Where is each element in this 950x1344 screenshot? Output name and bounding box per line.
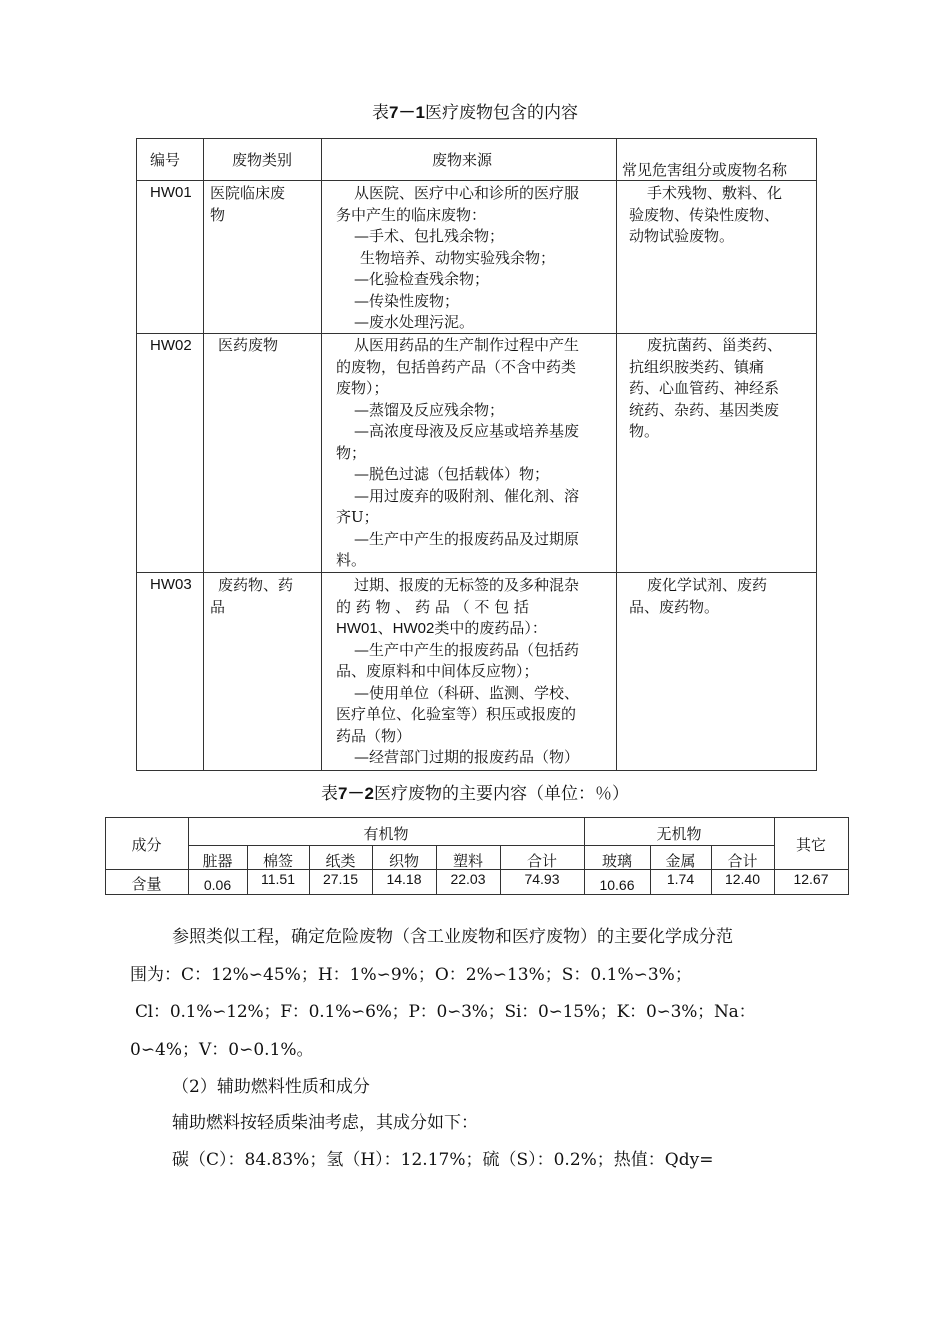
text-line: —蒸馏及反应残余物；	[354, 400, 505, 419]
text-line: 手术残物、敷料、化	[647, 184, 783, 202]
paragraph-line: 围为：C：12%∽45%；H：1%∽9%；O：2%∽13%；S：0.1%∽3%；	[130, 965, 692, 985]
table1-col-rule	[203, 138, 204, 771]
text-line: —使用单位（科研、监测、学校、	[354, 683, 580, 702]
table2-group-inorganic: 无机物	[656, 825, 702, 843]
table2-value: 27.15	[322, 871, 359, 887]
table2-value: 12.67	[793, 871, 829, 887]
table1-col-rule	[321, 138, 322, 771]
table1-caption-prefix: 表	[372, 103, 390, 123]
text-line: 物；	[336, 443, 367, 462]
table2-border-bottom	[105, 894, 848, 895]
table1-row1-components	[629, 183, 813, 248]
table2-value: 12.40	[724, 871, 761, 887]
paragraph-line: 辅助燃料按轻质柴油考虑，其成分如下：	[172, 1113, 478, 1133]
text-line: —化验检查残余物；	[354, 270, 490, 288]
table2-caption	[0, 779, 950, 804]
table2-value: 22.03	[450, 871, 486, 887]
text-line: 医药废物	[218, 336, 279, 354]
table2-caption-prefix: 表	[321, 784, 339, 804]
text-line: —手术、包扎残余物；	[354, 227, 505, 245]
table1-row1-category	[210, 183, 285, 226]
table1-border-top	[136, 138, 817, 139]
table1-header-source: 废物来源	[432, 151, 493, 169]
table2-value: 1.74	[666, 871, 695, 887]
table1-border-left	[136, 138, 137, 771]
table1-border-bottom	[136, 770, 817, 771]
text-line: 品、废药物。	[629, 597, 720, 616]
table1-border-right	[816, 138, 817, 771]
text-line: HW01、HW02类中的废药品）：	[336, 620, 547, 637]
text-line: 废抗菌药、甾类药、	[647, 336, 783, 354]
table2-border-right	[848, 817, 849, 895]
table1-row3-components	[629, 575, 813, 618]
text-line: —生产中产生的报废药品及过期原	[354, 529, 580, 548]
table1-row3-code: HW03	[150, 576, 192, 593]
table1-row1-source	[336, 183, 612, 334]
text-line: 从医院、医疗中心和诊所的医疗服	[354, 184, 580, 202]
table1-header-category: 废物类别	[232, 151, 293, 169]
section-heading: （2）辅助燃料性质和成分	[172, 1077, 370, 1097]
table2-sub-header: 棉签	[262, 852, 293, 870]
table2-sub-header: 塑料	[452, 852, 483, 870]
table1-caption	[0, 98, 950, 123]
table2-sub-header: 金属	[665, 852, 696, 870]
table2-value: 10.66	[599, 877, 635, 893]
paragraph-line: 碳（C）：84.83%；氢（H）：12.17%；硫（S）：0.2%；热值：Qdy=	[172, 1150, 714, 1170]
table2-value: 74.93	[524, 871, 560, 887]
text-line: 品、废原料和中间体反应物）；	[336, 662, 539, 680]
table1-caption-number: 7－1	[389, 103, 425, 122]
paragraph-line: 0∽4%；V：0∽0.1%。	[130, 1040, 314, 1060]
table2-other-header: 其它	[795, 836, 826, 854]
text-line: —脱色过滤（包括载体）物；	[354, 465, 550, 483]
text-line: —经营部门过期的报废药品（物）	[354, 748, 580, 766]
table2-sub-header: 织物	[388, 852, 419, 870]
table1-row2-components	[629, 335, 813, 443]
table1-row-rule	[136, 572, 817, 573]
table1-row3-source	[336, 575, 612, 769]
text-line: 医院临床废	[210, 184, 286, 202]
text-line: 从医用药品的生产制作过程中产生	[354, 336, 580, 354]
table1-row3-category	[210, 575, 293, 618]
text-line: 品	[210, 597, 226, 616]
text-line: 务中产生的临床废物：	[336, 205, 487, 224]
table2-border-top	[105, 817, 848, 818]
table1-row2-code: HW02	[150, 337, 192, 354]
paragraph-line: 参照类似工程，确定危险废物（含工业废物和医疗废物）的主要化学成分范	[172, 927, 733, 947]
text-line: 生物培养、动物实验残余物；	[360, 248, 556, 267]
text-line: 的 药 物 、 药 品 （ 不 包 括	[336, 597, 529, 616]
table2-sub-header: 纸类	[325, 852, 356, 870]
table1-row2-source	[336, 335, 612, 572]
table2-caption-number: 7－2	[338, 784, 374, 803]
text-line: —生产中产生的报废药品（包括药	[354, 640, 580, 659]
text-line: 抗组织胺类药、镇痛	[629, 357, 765, 376]
table2-content-label: 含量	[131, 875, 162, 893]
table1-header-code: 编号	[150, 151, 181, 169]
text-line: 过期、报废的无标签的及多种混杂	[354, 576, 580, 594]
text-line: 废化学试剂、废药	[647, 576, 768, 594]
table1-row1-code: HW01	[150, 184, 192, 201]
table1-header-components: 常见危害组分或废物名称	[622, 161, 788, 179]
table2-value: 14.18	[386, 871, 422, 887]
text-line: —用过废弃的吸附剂、催化剂、溶	[354, 486, 580, 505]
text-line: 的废物，包括兽药产品（不含中药类	[336, 357, 577, 376]
paragraph-line: Cl：0.1%∽12%；F：0.1%∽6%；P：0∽3%；Si：0∽15%；K：0∽3%；Na：	[135, 1002, 756, 1022]
table2-value: 0.06	[203, 877, 232, 893]
table2-group-organic: 有机物	[363, 825, 409, 843]
table2-caption-text: 医疗废物的主要内容（单位：％）	[373, 784, 629, 804]
text-line: 动物试验废物。	[629, 227, 735, 245]
table1-row2-category	[218, 335, 278, 357]
table1-col-rule	[616, 138, 617, 771]
table2-group-rule	[188, 845, 774, 846]
table2-sub-header: 合计	[526, 852, 557, 870]
text-line: 料。	[336, 551, 367, 569]
table1-caption-text: 医疗废物包含的内容	[424, 103, 578, 123]
text-line: —传染性废物；	[354, 291, 460, 310]
text-line: 验废物、传染性废物、	[629, 205, 780, 224]
table2-row-header: 成分	[131, 836, 162, 854]
text-line: 统药、杂药、基因类废	[629, 400, 780, 419]
text-line: —废水处理污泥。	[354, 313, 475, 331]
text-line: 齐U；	[336, 508, 379, 526]
text-line: 医疗单位、化验室等）积压或报废的	[336, 705, 577, 723]
text-line: 药、心血管药、神经系	[629, 379, 780, 397]
text-line: 物	[210, 205, 226, 224]
text-line: —高浓度母液及反应基或培养基废	[354, 422, 580, 440]
text-line: 废物）；	[336, 379, 389, 397]
table2-sub-header: 玻璃	[601, 852, 632, 870]
table2-sub-header: 脏器	[202, 852, 233, 870]
text-line: 物。	[629, 422, 660, 440]
table2-sub-header: 合计	[727, 852, 758, 870]
text-line: 废药物、药	[218, 576, 294, 594]
table2-value: 11.51	[261, 871, 295, 887]
text-line: 药品（物）	[336, 726, 412, 745]
